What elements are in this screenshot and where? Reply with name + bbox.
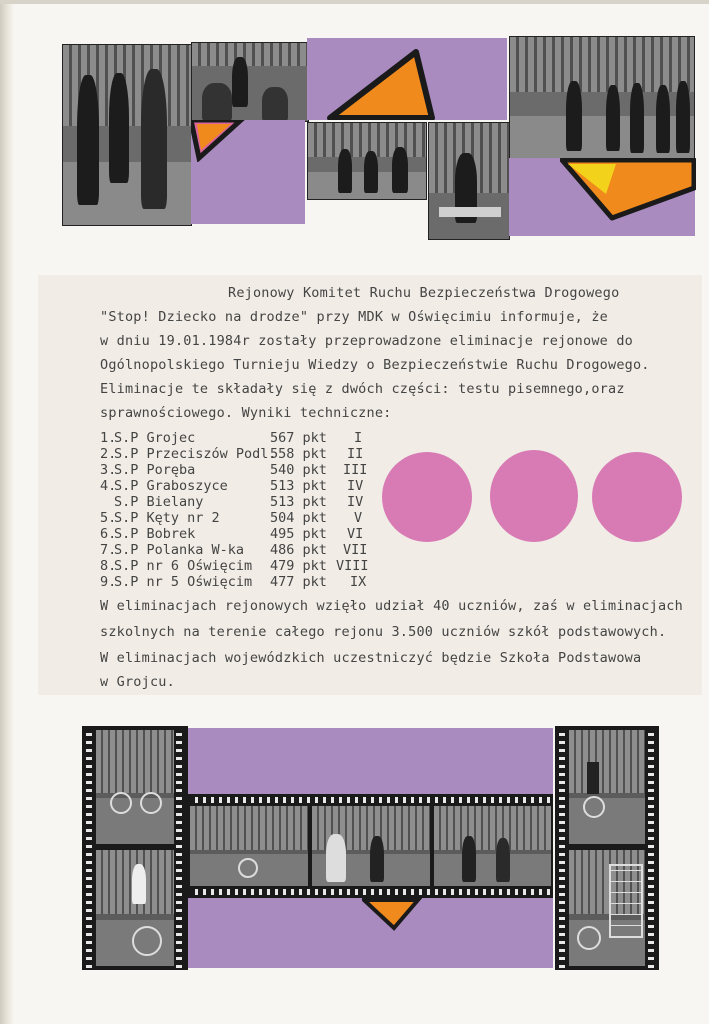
result-number: 5.	[100, 510, 117, 526]
result-number: 9.	[100, 574, 117, 590]
result-points: 486 pkt	[270, 542, 327, 558]
result-place: IV	[347, 494, 364, 510]
result-school: S.P Graboszyce	[114, 478, 228, 494]
result-school: S.P Poręba	[114, 462, 196, 478]
result-points: 504 pkt	[270, 510, 327, 526]
film-frame-cyclist	[569, 850, 645, 966]
result-school: S.P Kęty nr 2	[114, 510, 220, 526]
photo-desk	[428, 122, 510, 240]
pink-circle-sticker	[592, 452, 682, 542]
result-number: 2.	[100, 446, 117, 462]
result-number: 3.	[100, 462, 117, 478]
result-number: 1.	[100, 430, 117, 446]
result-place: IV	[347, 478, 364, 494]
film-frame-cyclist	[569, 730, 645, 844]
result-school: S.P Polanka W-ka	[114, 542, 245, 558]
result-points: 540 pkt	[270, 462, 327, 478]
page-top-edge	[0, 0, 709, 4]
result-place: VIII	[336, 558, 369, 574]
film-frame-cyclist	[96, 730, 174, 844]
result-points: 513 pkt	[270, 478, 327, 494]
paragraph-line: Ogólnopolskiego Turnieju Wiedzy o Bezpieczeństwie Ruchu Drogowego.	[100, 357, 650, 373]
result-school: S.P Grojec	[114, 430, 196, 446]
result-place: I	[354, 430, 363, 446]
result-place: IX	[350, 574, 367, 590]
closing-line: W eliminacjach rejonowych wzięło udział 40 uczniów, zaś w eliminacjach	[100, 598, 683, 614]
result-points: 477 pkt	[270, 574, 327, 590]
result-school: S.P nr 6 Oświęcim	[114, 558, 253, 574]
result-place: III	[343, 462, 368, 478]
result-place: VII	[343, 542, 368, 558]
film-frame-cyclist	[96, 850, 174, 966]
orange-triangle-top	[320, 48, 440, 120]
paragraph-line: "Stop! Dziecko na drodze" przy MDK w Oświęcimiu informuje, że	[100, 309, 608, 325]
paragraph-line: sprawnościowego. Wyniki techniczne:	[100, 405, 392, 421]
paragraph-line: Eliminacje te składały się z dwóch części: testu pisemnego,oraz	[100, 381, 625, 397]
result-points: 513 pkt	[270, 494, 327, 510]
result-points: 567 pkt	[270, 430, 327, 446]
closing-line: w Grojcu.	[100, 674, 175, 690]
album-binding-edge	[0, 0, 14, 1024]
closing-line: W eliminacjach wojewódzkich uczestniczyć będzie Szkoła Podstawowa	[100, 650, 642, 666]
result-place: V	[354, 510, 363, 526]
photo-group-hall	[307, 122, 427, 200]
orange-triangle-bottom	[362, 898, 422, 932]
film-frame-officials	[312, 806, 430, 886]
result-place: VI	[347, 526, 364, 542]
pink-circle-sticker	[490, 450, 578, 542]
result-place: II	[347, 446, 364, 462]
photo-officials	[62, 44, 192, 226]
result-school: S.P Przeciszów Podl.	[114, 446, 277, 462]
photo-students-gym	[509, 36, 695, 160]
photo-audience	[191, 42, 309, 122]
pink-circle-sticker	[382, 452, 472, 542]
result-points: 495 pkt	[270, 526, 327, 542]
result-school: S.P Bielany	[114, 494, 204, 510]
result-number: 8.	[100, 558, 117, 574]
film-frame-gym	[190, 806, 308, 886]
orange-triangle-small	[191, 120, 251, 162]
result-number: 6.	[100, 526, 117, 542]
report-heading: Rejonowy Komitet Ruchu Bezpieczeństwa Drogowego	[228, 285, 620, 301]
purple-paper-bottom-top	[188, 728, 553, 794]
result-number: 4.	[100, 478, 117, 494]
result-points: 558 pkt	[270, 446, 327, 462]
result-points: 479 pkt	[270, 558, 327, 574]
film-frame-officials	[434, 806, 551, 886]
result-school: S.P Bobrek	[114, 526, 196, 542]
paragraph-line: w dniu 19.01.1984r zostały przeprowadzone eliminacje rejonowe do	[100, 333, 633, 349]
result-number: 7.	[100, 542, 117, 558]
closing-line: szkolnych na terenie całego rejonu 3.500 uczniów szkół podstawowych.	[100, 624, 667, 640]
result-school: S.P nr 5 Oświęcim	[114, 574, 253, 590]
orange-yellow-triangle	[560, 158, 696, 222]
